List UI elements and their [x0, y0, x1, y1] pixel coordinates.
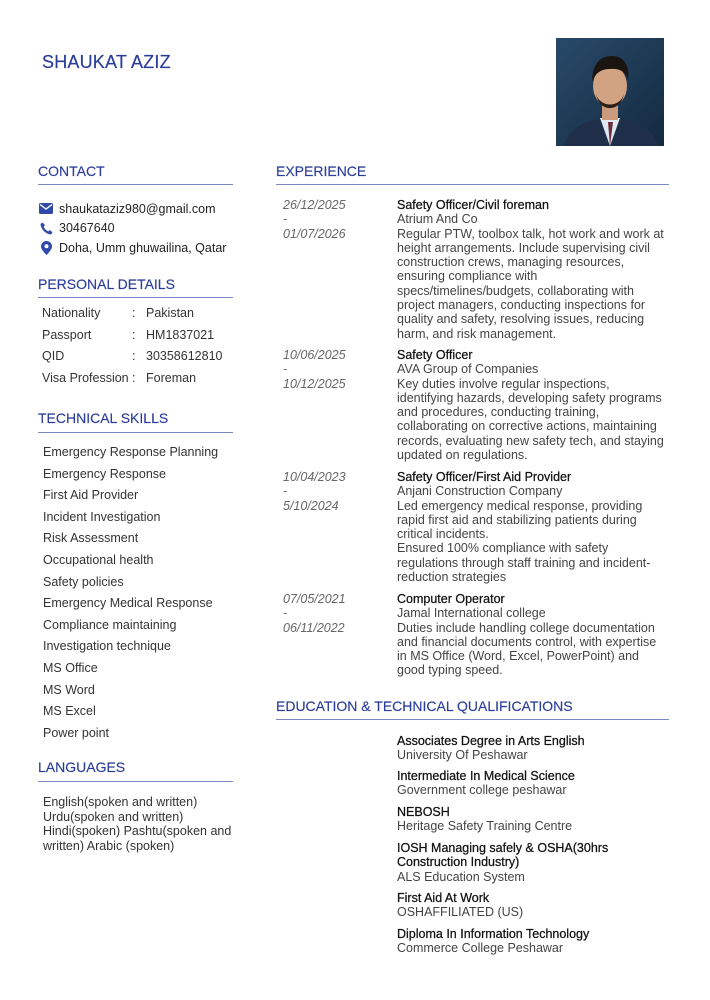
skill-item: First Aid Provider — [43, 488, 139, 503]
contact-heading: CONTACT — [38, 163, 105, 179]
detail-separator: : — [132, 327, 136, 342]
skill-item: Power point — [43, 725, 110, 740]
detail-key: Nationality — [42, 306, 101, 320]
contact-email[interactable] — [38, 199, 248, 219]
experience-divider — [276, 184, 669, 185]
detail-separator: : — [132, 306, 136, 320]
date-dash: - — [283, 362, 288, 377]
contact-divider — [38, 184, 233, 185]
institution-name: OSHAFFILIATED (US) — [397, 905, 524, 920]
education-entry — [397, 927, 667, 956]
detail-separator: : — [132, 349, 136, 363]
education-entry — [397, 734, 667, 763]
education-entry — [397, 841, 637, 884]
personal-detail-row — [42, 371, 222, 393]
end-date: 10/12/2025 — [283, 376, 346, 391]
skill-item: MS Word — [43, 682, 95, 697]
job-title: Safety Officer — [397, 348, 473, 362]
detail-value: Pakistan — [146, 306, 194, 320]
experience-heading: EXPERIENCE — [276, 163, 367, 179]
profile-photo-image — [556, 38, 664, 146]
degree-title: IOSH Managing safely & OSHA(30hrs Construction Industry) — [397, 841, 609, 870]
envelope-icon — [38, 202, 54, 216]
profile-photo — [556, 38, 664, 146]
job-description: Regular PTW, toolbox talk, hot work and work at height arrangements. Include supervising civil construction crews, managing resources, ensuring compliance with specs/timelines/budgets, collaborating with project managers, conducting inspections for quality and safety, resolving issues, reducing harm, and risk management. — [397, 226, 664, 341]
detail-value: 30358612810 — [146, 349, 223, 363]
candidate-name: SHAUKAT AZIZ — [42, 52, 171, 72]
end-date: 5/10/2024 — [283, 498, 339, 513]
institution-name: Commerce College Peshawar — [397, 941, 564, 956]
degree-title: Associates Degree in Arts English — [397, 734, 585, 748]
skill-item: Compliance maintaining — [43, 617, 177, 632]
company-name: Atrium And Co — [397, 212, 478, 227]
job-title: Safety Officer/First Aid Provider — [397, 470, 572, 484]
degree-title: Diploma In Information Technology — [397, 927, 590, 941]
personal-detail-row — [42, 306, 222, 328]
technical-skills-heading: TECHNICAL SKILLS — [38, 410, 169, 426]
company-name: AVA Group of Companies — [397, 362, 539, 377]
company-name: Jamal International college — [397, 606, 546, 621]
contact-phone[interactable] — [38, 219, 248, 239]
languages-text: English(spoken and written) Urdu(spoken and written) Hindi(spoken) Pashtu(spoken and written) Arabic (spoken) — [43, 795, 232, 853]
skill-item: Safety policies — [43, 574, 124, 589]
location-text: Doha, Umm ghuwailina, Qatar — [59, 240, 227, 255]
detail-key: Visa Profession — [42, 370, 129, 385]
job-title: Computer Operator — [397, 592, 505, 606]
job-title: Safety Officer/Civil foreman — [397, 198, 549, 212]
start-date: 07/05/2021 — [283, 592, 346, 606]
company-name: Anjani Construction Company — [397, 484, 563, 499]
experience-dates — [283, 470, 383, 513]
skill-item: MS Office — [43, 660, 98, 675]
skill-item: Emergency Response — [43, 466, 166, 481]
personal-detail-row — [42, 349, 222, 371]
institution-name: University Of Peshawar — [397, 748, 528, 763]
education-entry — [397, 805, 667, 834]
experience-body — [397, 592, 669, 678]
start-date: 10/06/2025 — [283, 348, 346, 362]
start-date: 26/12/2025 — [283, 198, 346, 212]
languages-divider — [38, 781, 233, 782]
experience-dates — [283, 348, 383, 391]
skill-item: Emergency Response Planning — [43, 445, 219, 459]
degree-title: Intermediate In Medical Science — [397, 769, 575, 783]
personal-details-table — [42, 306, 222, 392]
job-description: Key duties involve regular inspections, identifying hazards, developing safety programs and procedures, conducting training, collaborating on corrective actions, maintaining records, evaluating new safety tech, and staying updated on regulations. — [397, 376, 664, 463]
end-date: 01/07/2026 — [283, 226, 346, 241]
job-description: Duties include handling college documentation and financial documents control, with expertise in MS Office (Word, Excel, PowerPoint) and good typing speed. — [397, 620, 657, 678]
detail-value: HM1837021 — [146, 327, 215, 342]
map-pin-icon — [38, 241, 54, 255]
experience-dates — [283, 198, 383, 241]
date-dash: - — [283, 484, 288, 499]
education-entry — [397, 891, 667, 920]
degree-title: First Aid At Work — [397, 891, 490, 905]
detail-key: QID — [42, 349, 65, 363]
institution-name: Government college peshawar — [397, 783, 567, 798]
skill-item: Emergency Medical Response — [43, 596, 213, 611]
institution-name: ALS Education System — [397, 869, 525, 884]
experience-body — [397, 348, 669, 462]
languages-heading: LANGUAGES — [38, 759, 126, 775]
personal-details-divider — [38, 297, 233, 298]
education-divider — [276, 719, 669, 720]
education-entry — [397, 769, 667, 798]
contact-location — [38, 238, 248, 258]
skills-list — [43, 443, 218, 745]
education-heading: EDUCATION & TECHNICAL QUALIFICATIONS — [276, 698, 573, 714]
phone-text: 30467640 — [59, 221, 115, 236]
date-dash: - — [283, 212, 288, 227]
detail-value: Foreman — [146, 370, 197, 385]
skill-item: Risk Assessment — [43, 531, 139, 546]
job-description-extra: Ensured 100% compliance with safety regulations through staff training and incident-reduction strategies — [397, 541, 651, 585]
personal-details-heading: PERSONAL DETAILS — [38, 276, 175, 292]
experience-body — [397, 470, 669, 584]
contact-list — [38, 199, 248, 258]
detail-key: Passport — [42, 327, 92, 342]
degree-title: NEBOSH — [397, 805, 450, 819]
skill-item: Investigation technique — [43, 639, 171, 654]
skill-item: MS Excel — [43, 704, 96, 719]
skill-item: Incident Investigation — [43, 509, 161, 524]
start-date: 10/04/2023 — [283, 470, 346, 484]
personal-detail-row — [42, 328, 222, 350]
skill-item: Occupational health — [43, 552, 154, 567]
date-dash: - — [283, 606, 288, 621]
end-date: 06/11/2022 — [283, 620, 345, 635]
email-text: shaukataziz980@gmail.com — [59, 201, 216, 216]
experience-dates — [283, 592, 383, 635]
detail-separator: : — [132, 370, 136, 385]
phone-icon — [38, 221, 54, 235]
experience-body — [397, 198, 669, 341]
technical-skills-divider — [38, 432, 233, 433]
institution-name: Heritage Safety Training Centre — [397, 819, 573, 834]
job-description: Led emergency medical response, providing rapid first aid and stabilizing patients during critical incidents. — [397, 498, 643, 542]
